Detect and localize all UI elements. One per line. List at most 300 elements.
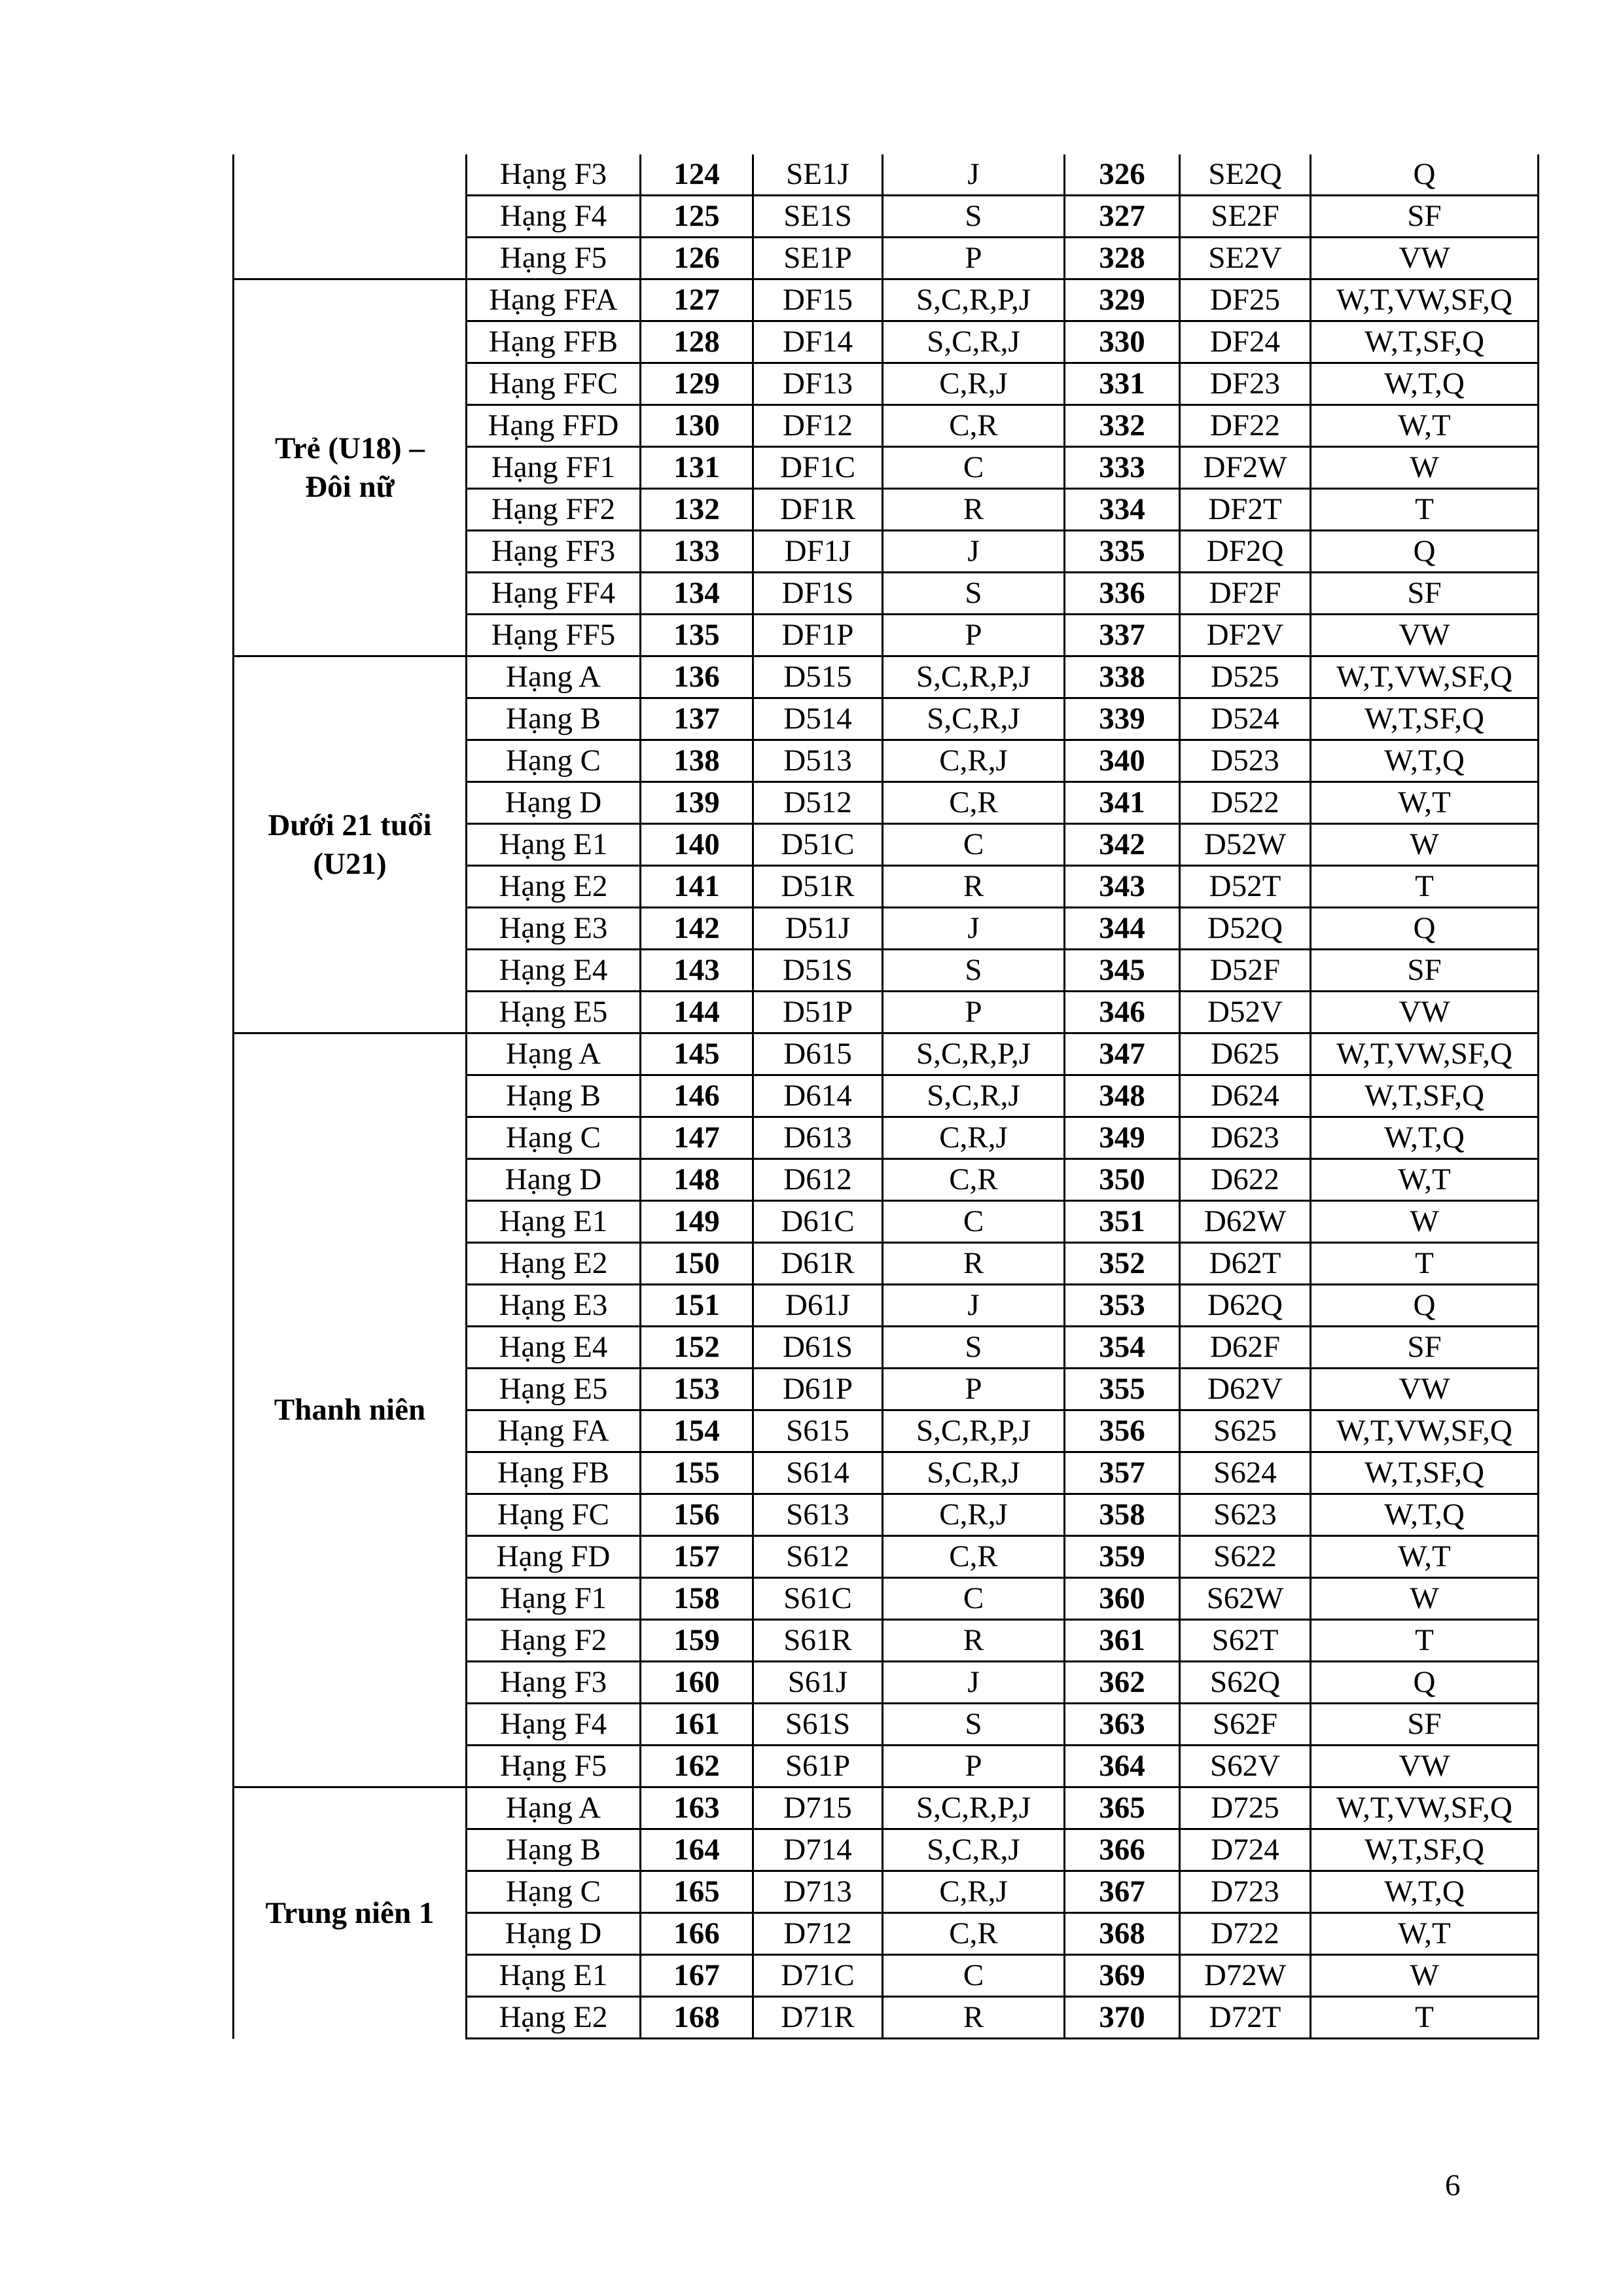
event-code-cell: S62W	[1180, 1578, 1311, 1620]
event-abbrev-cell: S	[883, 1704, 1065, 1746]
event-abbrev-cell: W	[1311, 824, 1539, 866]
code-number-cell: 148	[641, 1159, 753, 1201]
event-abbrev-cell: W,T,Q	[1311, 1871, 1539, 1913]
event-code-cell: S622	[1180, 1536, 1311, 1578]
table-row	[234, 656, 1539, 698]
event-code-cell: D52F	[1180, 950, 1311, 992]
event-abbrev-cell: S,C,R,J	[883, 1075, 1065, 1117]
event-code-cell: DF2Q	[1180, 531, 1311, 573]
event-code-cell: D52T	[1180, 866, 1311, 908]
event-abbrev-cell: T	[1311, 1243, 1539, 1285]
grade-cell: Hạng F5	[467, 1746, 641, 1787]
code-number-cell: 130	[641, 405, 753, 447]
event-abbrev-cell: W,T,Q	[1311, 363, 1539, 405]
code-number-cell: 367	[1065, 1871, 1180, 1913]
event-code-table	[232, 154, 1539, 2039]
grade-cell: Hạng FF5	[467, 615, 641, 656]
code-number-cell: 144	[641, 992, 753, 1033]
event-code-cell: DF15	[753, 279, 883, 321]
event-code-cell: S61R	[753, 1620, 883, 1662]
event-code-cell: D71C	[753, 1955, 883, 1997]
event-code-cell: D51C	[753, 824, 883, 866]
event-abbrev-cell: C	[883, 1955, 1065, 1997]
grade-cell: Hạng E3	[467, 1285, 641, 1327]
event-abbrev-cell: S,C,R,J	[883, 321, 1065, 363]
code-number-cell: 165	[641, 1871, 753, 1913]
event-abbrev-cell: C,R	[883, 1159, 1065, 1201]
event-abbrev-cell: W,T,SF,Q	[1311, 1075, 1539, 1117]
event-abbrev-cell: SF	[1311, 196, 1539, 238]
code-number-cell: 167	[641, 1955, 753, 1997]
event-code-cell: S62V	[1180, 1746, 1311, 1787]
code-number-cell: 356	[1065, 1410, 1180, 1452]
event-abbrev-cell: P	[883, 992, 1065, 1033]
grade-cell: Hạng FF4	[467, 573, 641, 615]
event-abbrev-cell: W,T	[1311, 1159, 1539, 1201]
event-abbrev-cell: SF	[1311, 1327, 1539, 1369]
code-number-cell: 153	[641, 1369, 753, 1410]
code-number-cell: 334	[1065, 489, 1180, 531]
grade-cell: Hạng E2	[467, 866, 641, 908]
code-number-cell: 347	[1065, 1033, 1180, 1075]
event-abbrev-cell: Q	[1311, 531, 1539, 573]
event-abbrev-cell: SF	[1311, 573, 1539, 615]
grade-cell: Hạng B	[467, 698, 641, 740]
code-number-cell: 141	[641, 866, 753, 908]
age-group-cell: Trung niên 1	[234, 1787, 467, 2039]
code-number-cell: 149	[641, 1201, 753, 1243]
code-number-cell: 348	[1065, 1075, 1180, 1117]
event-code-cell: D712	[753, 1913, 883, 1955]
grade-cell: Hạng E4	[467, 1327, 641, 1369]
event-abbrev-cell: S,C,R,J	[883, 1829, 1065, 1871]
event-abbrev-cell: VW	[1311, 1369, 1539, 1410]
page-number: 6	[1445, 2168, 1461, 2202]
event-abbrev-cell: S,C,R,J	[883, 698, 1065, 740]
grade-cell: Hạng E5	[467, 1369, 641, 1410]
event-abbrev-cell: R	[883, 489, 1065, 531]
code-number-cell: 145	[641, 1033, 753, 1075]
code-number-cell: 329	[1065, 279, 1180, 321]
code-number-cell: 370	[1065, 1997, 1180, 2039]
code-number-cell: 129	[641, 363, 753, 405]
code-number-cell: 142	[641, 908, 753, 950]
event-code-cell: D724	[1180, 1829, 1311, 1871]
event-abbrev-cell: SF	[1311, 950, 1539, 992]
code-number-cell: 351	[1065, 1201, 1180, 1243]
event-code-cell: D52W	[1180, 824, 1311, 866]
grade-cell: Hạng E5	[467, 992, 641, 1033]
code-number-cell: 154	[641, 1410, 753, 1452]
grade-cell: Hạng C	[467, 1117, 641, 1159]
event-abbrev-cell: VW	[1311, 992, 1539, 1033]
code-number-cell: 343	[1065, 866, 1180, 908]
event-abbrev-cell: C,R	[883, 1913, 1065, 1955]
grade-cell: Hạng FD	[467, 1536, 641, 1578]
event-abbrev-cell: W	[1311, 447, 1539, 489]
event-abbrev-cell: S	[883, 950, 1065, 992]
code-number-cell: 341	[1065, 782, 1180, 824]
event-code-cell: D62W	[1180, 1201, 1311, 1243]
event-abbrev-cell: W,T,Q	[1311, 1117, 1539, 1159]
code-number-cell: 337	[1065, 615, 1180, 656]
event-abbrev-cell: J	[883, 1662, 1065, 1704]
event-code-cell: D612	[753, 1159, 883, 1201]
event-abbrev-cell: W	[1311, 1578, 1539, 1620]
event-abbrev-cell: W,T,VW,SF,Q	[1311, 279, 1539, 321]
event-code-cell: DF1J	[753, 531, 883, 573]
event-abbrev-cell: R	[883, 1243, 1065, 1285]
code-number-cell: 160	[641, 1662, 753, 1704]
code-number-cell: 124	[641, 154, 753, 196]
grade-cell: Hạng E1	[467, 824, 641, 866]
code-number-cell: 327	[1065, 196, 1180, 238]
grade-cell: Hạng F4	[467, 196, 641, 238]
event-abbrev-cell: VW	[1311, 238, 1539, 279]
code-number-cell: 166	[641, 1913, 753, 1955]
event-code-cell: D713	[753, 1871, 883, 1913]
code-number-cell: 336	[1065, 573, 1180, 615]
grade-cell: Hạng FA	[467, 1410, 641, 1452]
event-code-cell: D623	[1180, 1117, 1311, 1159]
code-number-cell: 338	[1065, 656, 1180, 698]
event-abbrev-cell: W	[1311, 1201, 1539, 1243]
grade-cell: Hạng E1	[467, 1201, 641, 1243]
event-abbrev-cell: C,R	[883, 1536, 1065, 1578]
event-code-cell: DF25	[1180, 279, 1311, 321]
age-group-cell: Trẻ (U18) – Đôi nữ	[234, 279, 467, 656]
event-code-cell: D52V	[1180, 992, 1311, 1033]
event-abbrev-cell: Q	[1311, 1285, 1539, 1327]
event-abbrev-cell: W	[1311, 1955, 1539, 1997]
event-code-cell: SE1J	[753, 154, 883, 196]
event-code-cell: S624	[1180, 1452, 1311, 1494]
event-abbrev-cell: J	[883, 1285, 1065, 1327]
event-code-cell: D624	[1180, 1075, 1311, 1117]
table-row	[234, 1787, 1539, 1829]
event-abbrev-cell: P	[883, 1369, 1065, 1410]
event-abbrev-cell: C,R	[883, 405, 1065, 447]
grade-cell: Hạng F4	[467, 1704, 641, 1746]
grade-cell: Hạng FB	[467, 1452, 641, 1494]
event-abbrev-cell: T	[1311, 1997, 1539, 2039]
event-code-cell: D524	[1180, 698, 1311, 740]
event-code-cell: D625	[1180, 1033, 1311, 1075]
code-number-cell: 151	[641, 1285, 753, 1327]
table-row	[234, 279, 1539, 321]
event-abbrev-cell: C,R,J	[883, 1117, 1065, 1159]
code-number-cell: 125	[641, 196, 753, 238]
event-abbrev-cell: S,C,R,P,J	[883, 656, 1065, 698]
event-abbrev-cell: W,T,SF,Q	[1311, 321, 1539, 363]
code-number-cell: 344	[1065, 908, 1180, 950]
code-number-cell: 146	[641, 1075, 753, 1117]
event-code-cell: D71R	[753, 1997, 883, 2039]
code-number-cell: 340	[1065, 740, 1180, 782]
grade-cell: Hạng FFD	[467, 405, 641, 447]
code-number-cell: 346	[1065, 992, 1180, 1033]
grade-cell: Hạng F3	[467, 1662, 641, 1704]
event-code-cell: S613	[753, 1494, 883, 1536]
event-abbrev-cell: P	[883, 615, 1065, 656]
event-code-cell: D51R	[753, 866, 883, 908]
event-code-cell: D51J	[753, 908, 883, 950]
event-code-cell: DF2W	[1180, 447, 1311, 489]
event-abbrev-cell: S	[883, 196, 1065, 238]
code-number-cell: 350	[1065, 1159, 1180, 1201]
event-code-cell: D714	[753, 1829, 883, 1871]
code-number-cell: 157	[641, 1536, 753, 1578]
event-abbrev-cell: W,T,SF,Q	[1311, 1829, 1539, 1871]
grade-cell: Hạng E2	[467, 1243, 641, 1285]
event-code-cell: D615	[753, 1033, 883, 1075]
code-number-cell: 363	[1065, 1704, 1180, 1746]
event-abbrev-cell: W,T	[1311, 1913, 1539, 1955]
event-abbrev-cell: C	[883, 1578, 1065, 1620]
event-abbrev-cell: T	[1311, 489, 1539, 531]
code-number-cell: 364	[1065, 1746, 1180, 1787]
event-code-cell: S61S	[753, 1704, 883, 1746]
event-code-cell: D61C	[753, 1201, 883, 1243]
grade-cell: Hạng FFB	[467, 321, 641, 363]
event-code-cell: SE2Q	[1180, 154, 1311, 196]
event-code-cell: D62T	[1180, 1243, 1311, 1285]
event-abbrev-cell: W,T,Q	[1311, 1494, 1539, 1536]
event-abbrev-cell: SF	[1311, 1704, 1539, 1746]
event-abbrev-cell: P	[883, 238, 1065, 279]
code-number-cell: 137	[641, 698, 753, 740]
event-code-cell: D62Q	[1180, 1285, 1311, 1327]
grade-cell: Hạng F5	[467, 238, 641, 279]
code-number-cell: 342	[1065, 824, 1180, 866]
event-abbrev-cell: J	[883, 154, 1065, 196]
code-number-cell: 135	[641, 615, 753, 656]
event-abbrev-cell: P	[883, 1746, 1065, 1787]
event-abbrev-cell: W,T,VW,SF,Q	[1311, 1410, 1539, 1452]
event-abbrev-cell: R	[883, 1620, 1065, 1662]
event-code-cell: DF1P	[753, 615, 883, 656]
code-number-cell: 333	[1065, 447, 1180, 489]
event-abbrev-cell: W,T	[1311, 782, 1539, 824]
event-abbrev-cell: C	[883, 447, 1065, 489]
code-number-cell: 362	[1065, 1662, 1180, 1704]
grade-cell: Hạng B	[467, 1829, 641, 1871]
event-code-cell: DF1C	[753, 447, 883, 489]
grade-cell: Hạng A	[467, 656, 641, 698]
code-number-cell: 140	[641, 824, 753, 866]
event-abbrev-cell: S,C,R,P,J	[883, 1033, 1065, 1075]
grade-cell: Hạng C	[467, 740, 641, 782]
table-row	[234, 154, 1539, 196]
event-code-cell: D51P	[753, 992, 883, 1033]
event-code-cell: S615	[753, 1410, 883, 1452]
code-number-cell: 134	[641, 573, 753, 615]
event-code-cell: D72W	[1180, 1955, 1311, 1997]
event-abbrev-cell: C,R	[883, 782, 1065, 824]
code-number-cell: 152	[641, 1327, 753, 1369]
event-code-cell: SE2V	[1180, 238, 1311, 279]
event-code-cell: D622	[1180, 1159, 1311, 1201]
grade-cell: Hạng F2	[467, 1620, 641, 1662]
event-code-cell: D61R	[753, 1243, 883, 1285]
event-code-cell: D52Q	[1180, 908, 1311, 950]
grade-cell: Hạng A	[467, 1033, 641, 1075]
event-abbrev-cell: C,R,J	[883, 740, 1065, 782]
table-row	[234, 1033, 1539, 1075]
event-code-cell: S614	[753, 1452, 883, 1494]
event-code-cell: DF12	[753, 405, 883, 447]
grade-cell: Hạng F3	[467, 154, 641, 196]
grade-cell: Hạng A	[467, 1787, 641, 1829]
age-group-cell: Dưới 21 tuổi (U21)	[234, 656, 467, 1033]
event-abbrev-cell: J	[883, 908, 1065, 950]
grade-cell: Hạng E4	[467, 950, 641, 992]
event-abbrev-cell: S,C,R,P,J	[883, 1787, 1065, 1829]
event-code-cell: D62V	[1180, 1369, 1311, 1410]
code-number-cell: 156	[641, 1494, 753, 1536]
code-number-cell: 328	[1065, 238, 1180, 279]
event-abbrev-cell: S	[883, 573, 1065, 615]
code-number-cell: 339	[1065, 698, 1180, 740]
event-abbrev-cell: T	[1311, 866, 1539, 908]
event-abbrev-cell: S	[883, 1327, 1065, 1369]
code-number-cell: 330	[1065, 321, 1180, 363]
grade-cell: Hạng E2	[467, 1997, 641, 2039]
code-number-cell: 353	[1065, 1285, 1180, 1327]
event-code-cell: D715	[753, 1787, 883, 1829]
event-code-cell: SE1S	[753, 196, 883, 238]
grade-cell: Hạng FC	[467, 1494, 641, 1536]
code-number-cell: 358	[1065, 1494, 1180, 1536]
event-code-cell: D515	[753, 656, 883, 698]
event-code-cell: DF1S	[753, 573, 883, 615]
event-code-cell: DF1R	[753, 489, 883, 531]
event-code-cell: DF2F	[1180, 573, 1311, 615]
event-code-cell: D613	[753, 1117, 883, 1159]
code-number-cell: 360	[1065, 1578, 1180, 1620]
event-code-cell: D514	[753, 698, 883, 740]
event-abbrev-cell: J	[883, 531, 1065, 573]
event-code-cell: D61P	[753, 1369, 883, 1410]
event-abbrev-cell: R	[883, 866, 1065, 908]
event-abbrev-cell: W,T,VW,SF,Q	[1311, 1787, 1539, 1829]
event-abbrev-cell: W,T,VW,SF,Q	[1311, 1033, 1539, 1075]
event-code-cell: S62T	[1180, 1620, 1311, 1662]
grade-cell: Hạng D	[467, 1159, 641, 1201]
event-code-cell: D61J	[753, 1285, 883, 1327]
code-number-cell: 369	[1065, 1955, 1180, 1997]
code-number-cell: 155	[641, 1452, 753, 1494]
grade-cell: Hạng FF1	[467, 447, 641, 489]
event-abbrev-cell: W,T,SF,Q	[1311, 698, 1539, 740]
event-abbrev-cell: W,T,SF,Q	[1311, 1452, 1539, 1494]
code-number-cell: 332	[1065, 405, 1180, 447]
event-abbrev-cell: C,R,J	[883, 1871, 1065, 1913]
code-number-cell: 162	[641, 1746, 753, 1787]
event-code-cell: S61J	[753, 1662, 883, 1704]
code-number-cell: 158	[641, 1578, 753, 1620]
event-code-cell: D525	[1180, 656, 1311, 698]
code-number-cell: 168	[641, 1997, 753, 2039]
code-number-cell: 136	[641, 656, 753, 698]
event-code-cell: DF2T	[1180, 489, 1311, 531]
code-number-cell: 150	[641, 1243, 753, 1285]
code-number-cell: 133	[641, 531, 753, 573]
age-group-cell: Thanh niên	[234, 1033, 467, 1787]
code-number-cell: 138	[641, 740, 753, 782]
grade-cell: Hạng FFC	[467, 363, 641, 405]
grade-cell: Hạng FFA	[467, 279, 641, 321]
event-code-cell: D522	[1180, 782, 1311, 824]
event-abbrev-cell: C,R,J	[883, 363, 1065, 405]
event-code-cell: D722	[1180, 1913, 1311, 1955]
code-number-cell: 355	[1065, 1369, 1180, 1410]
code-number-cell: 131	[641, 447, 753, 489]
event-code-cell: SE1P	[753, 238, 883, 279]
event-code-cell: S61P	[753, 1746, 883, 1787]
code-number-cell: 354	[1065, 1327, 1180, 1369]
event-code-cell: D51S	[753, 950, 883, 992]
event-code-cell: D61S	[753, 1327, 883, 1369]
code-number-cell: 127	[641, 279, 753, 321]
event-abbrev-cell: C	[883, 1201, 1065, 1243]
code-number-cell: 326	[1065, 154, 1180, 196]
event-code-cell: S62F	[1180, 1704, 1311, 1746]
event-code-cell: S612	[753, 1536, 883, 1578]
event-code-cell: D523	[1180, 740, 1311, 782]
event-abbrev-cell: S,C,R,J	[883, 1452, 1065, 1494]
code-number-cell: 161	[641, 1704, 753, 1746]
code-number-cell: 128	[641, 321, 753, 363]
code-number-cell: 139	[641, 782, 753, 824]
grade-cell: Hạng E3	[467, 908, 641, 950]
grade-cell: Hạng C	[467, 1871, 641, 1913]
event-abbrev-cell: Q	[1311, 908, 1539, 950]
event-abbrev-cell: VW	[1311, 615, 1539, 656]
grade-cell: Hạng D	[467, 782, 641, 824]
code-number-cell: 147	[641, 1117, 753, 1159]
code-number-cell: 159	[641, 1620, 753, 1662]
event-code-cell: S61C	[753, 1578, 883, 1620]
event-code-cell: DF24	[1180, 321, 1311, 363]
event-code-cell: D512	[753, 782, 883, 824]
code-number-cell: 349	[1065, 1117, 1180, 1159]
event-code-cell: DF23	[1180, 363, 1311, 405]
event-code-cell: DF13	[753, 363, 883, 405]
event-abbrev-cell: Q	[1311, 154, 1539, 196]
event-code-cell: D513	[753, 740, 883, 782]
code-number-cell: 368	[1065, 1913, 1180, 1955]
event-abbrev-cell: S,C,R,P,J	[883, 1410, 1065, 1452]
event-abbrev-cell: R	[883, 1997, 1065, 2039]
event-abbrev-cell: W,T,VW,SF,Q	[1311, 656, 1539, 698]
grade-cell: Hạng F1	[467, 1578, 641, 1620]
code-number-cell: 359	[1065, 1536, 1180, 1578]
event-code-cell: DF22	[1180, 405, 1311, 447]
event-abbrev-cell: W,T,Q	[1311, 740, 1539, 782]
event-code-cell: DF14	[753, 321, 883, 363]
grade-cell: Hạng E1	[467, 1955, 641, 1997]
code-number-cell: 366	[1065, 1829, 1180, 1871]
code-number-cell: 331	[1065, 363, 1180, 405]
event-abbrev-cell: T	[1311, 1620, 1539, 1662]
event-code-cell: S62Q	[1180, 1662, 1311, 1704]
code-number-cell: 365	[1065, 1787, 1180, 1829]
code-number-cell: 345	[1065, 950, 1180, 992]
code-number-cell: 163	[641, 1787, 753, 1829]
code-number-cell: 126	[641, 238, 753, 279]
grade-cell: Hạng B	[467, 1075, 641, 1117]
